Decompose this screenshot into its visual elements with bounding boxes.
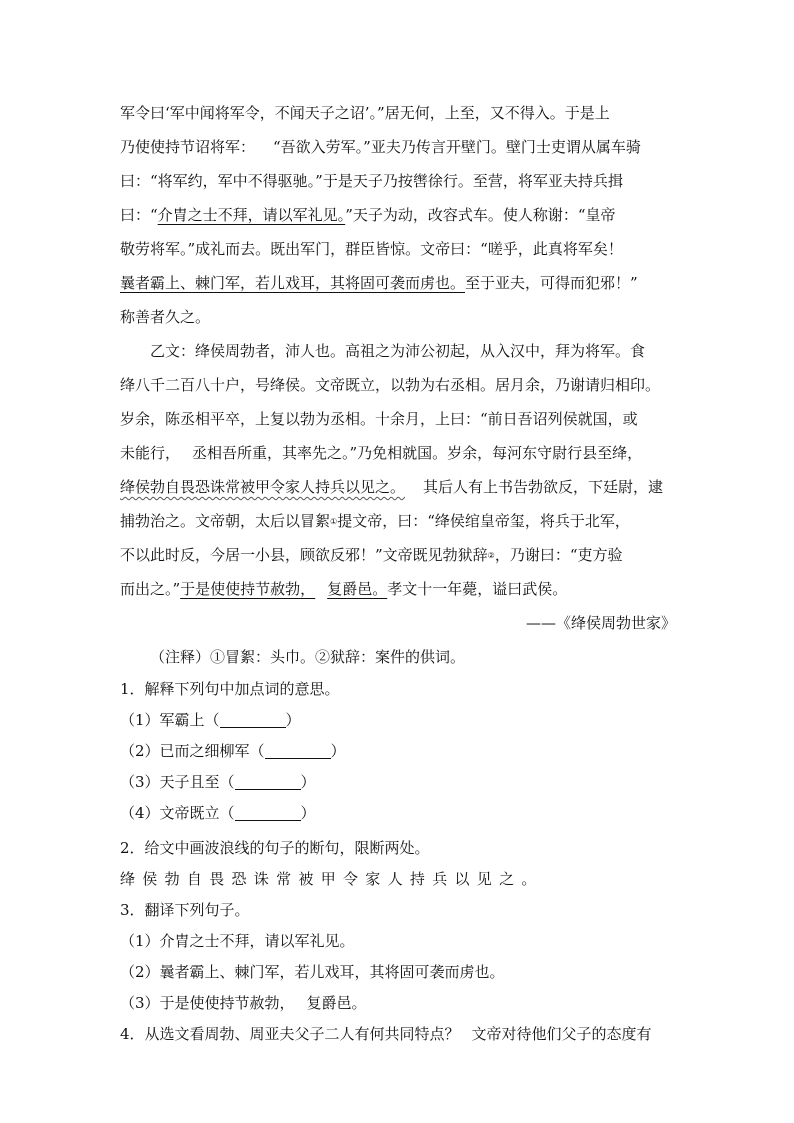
item-close: ） xyxy=(300,773,316,791)
passage-line: 军令曰‘军中闻将军令，不闻天子之诏’。”居无何，上至，又不得入。于是上 xyxy=(120,104,610,122)
answer-blank[interactable] xyxy=(235,773,301,790)
text-span: 曰：“ xyxy=(120,206,158,224)
answer-blank[interactable] xyxy=(265,742,331,759)
passage-line: 称善者久之。 xyxy=(120,308,211,326)
item-label: （4）文帝既立（ xyxy=(120,804,235,822)
item-label: （1）军霸上（ xyxy=(120,711,220,729)
text-span: 至于亚夫，可得而犯邪！” xyxy=(465,274,638,292)
question-3-item: （2）曩者霸上、棘门军，若儿戏耳，其将固可袭而虏也。 xyxy=(120,963,505,981)
wavy-underlined-sentence: 绛侯勃自畏恐诛常被甲令家人持兵以见之。 xyxy=(120,478,406,496)
question-1-item xyxy=(120,798,680,829)
passage-line xyxy=(120,130,680,164)
footnote-marker: ② xyxy=(487,551,495,560)
text-span: 而出之。” xyxy=(120,580,181,598)
item-label: （2）已而之细柳军（ xyxy=(120,742,265,760)
question-4-prompt xyxy=(120,1019,680,1050)
document-body xyxy=(120,96,680,1050)
answer-blank[interactable] xyxy=(235,804,301,821)
question-1-item xyxy=(120,736,680,767)
text-span: 未能行， xyxy=(120,444,181,462)
text-span: 复爵邑。 xyxy=(327,580,388,598)
annotation-note: （注释）①冒絮：头巾。②狱辞：案件的供词。 xyxy=(150,648,466,666)
text-span: ”天子为动，改容式车。使人称谢：“皇帝 xyxy=(345,206,616,224)
text-span: 复爵邑。 xyxy=(306,994,367,1012)
text-span: 文帝对待他们父子的态度有 xyxy=(471,1025,652,1043)
text-span: ，乃谢曰：“吏方验 xyxy=(494,546,623,564)
underlined-sentence: 介胄之士不拜，请以军礼见。 xyxy=(157,206,346,224)
text-span: 孝文十一年薨，谥曰武侯。 xyxy=(387,580,568,598)
passage-line: 乙文：绛侯周勃者，沛人也。高祖之为沛公初起，从入汉中，拜为将军。食 xyxy=(150,342,646,360)
question-1-prompt: 1．解释下列句中加点词的意思。 xyxy=(120,680,340,698)
answer-blank[interactable] xyxy=(220,711,286,728)
passage-line xyxy=(120,436,680,470)
question-1-item xyxy=(120,705,680,736)
item-close: ） xyxy=(300,804,316,822)
underlined-sentence: 曩者霸上、棘门军，若儿戏耳，其将固可袭而虏也。 xyxy=(120,274,466,292)
passage-line xyxy=(120,572,680,606)
passage-line xyxy=(120,266,680,300)
question-3-item: （1）介胄之士不拜，请以军礼见。 xyxy=(120,932,355,950)
text-span: 4．从选文看周勃、周亚夫父子二人有何共同特点？ xyxy=(120,1025,460,1043)
question-1-item xyxy=(120,767,680,798)
passage-line xyxy=(120,504,680,538)
passage-line xyxy=(120,198,680,232)
passage-line: 岁余，陈丞相平卒，上复以勃为丞相。十余月，上曰：“前日吾诏列侯就国，或 xyxy=(120,410,638,428)
text-span: 乃使使持节诏将军： xyxy=(120,138,256,156)
source-citation: ——《绛侯周勃世家》 xyxy=(525,614,676,632)
text-span: 提文帝，曰：“绛侯绾皇帝玺，将兵于北军， xyxy=(337,512,630,530)
item-label: （3）天子且至（ xyxy=(120,773,235,791)
text-span: “吾欲入劳军。”亚夫乃传言开壁门。壁门士吏谓从属车骑 xyxy=(273,138,641,156)
question-3-prompt: 3．翻译下列句子。 xyxy=(120,901,250,919)
passage-line xyxy=(120,470,680,504)
item-close: ） xyxy=(285,711,301,729)
question-2-sentence: 绛侯勃自畏恐诛常被甲令家人持兵以见之。 xyxy=(120,870,544,888)
text-span: （3）于是使使持节赦勃， xyxy=(120,994,295,1012)
question-3-item xyxy=(120,988,680,1019)
question-2-prompt: 2．给文中画波浪线的句子的断句，限断两处。 xyxy=(120,839,430,857)
text-span: 不以此时反，今居一小县，顾欲反邪！”文帝既见勃狱辞 xyxy=(120,546,488,564)
text-span: 于是使使持节赦勃， xyxy=(180,580,316,598)
footnote-marker: ① xyxy=(330,517,338,526)
item-close: ） xyxy=(330,742,346,760)
passage-line: 曰：“将军约，军中不得驱驰。”于是天子乃按辔徐行。至营，将军亚夫持兵揖 xyxy=(120,172,623,190)
text-span: 丞相吾所重，其率先之。”乃免相就国。岁余，每河东守尉行县至绛， xyxy=(192,444,643,462)
underlined-sentence xyxy=(180,580,387,598)
text-span: 其后人有上书告勃欲反，下廷尉，逮 xyxy=(423,478,664,496)
passage-line: 敬劳将军。”成礼而去。既出军门，群臣皆惊。文帝曰：“嗟乎，此真将军矣！ xyxy=(120,240,623,258)
text-span: 捕勃治之。文帝朝，太后以冒絮 xyxy=(120,512,331,530)
passage-line xyxy=(120,538,680,572)
passage-line: 绛八千二百八十户，号绛侯。文帝既立，以勃为右丞相。居月余，乃谢请归相印。 xyxy=(120,376,661,394)
